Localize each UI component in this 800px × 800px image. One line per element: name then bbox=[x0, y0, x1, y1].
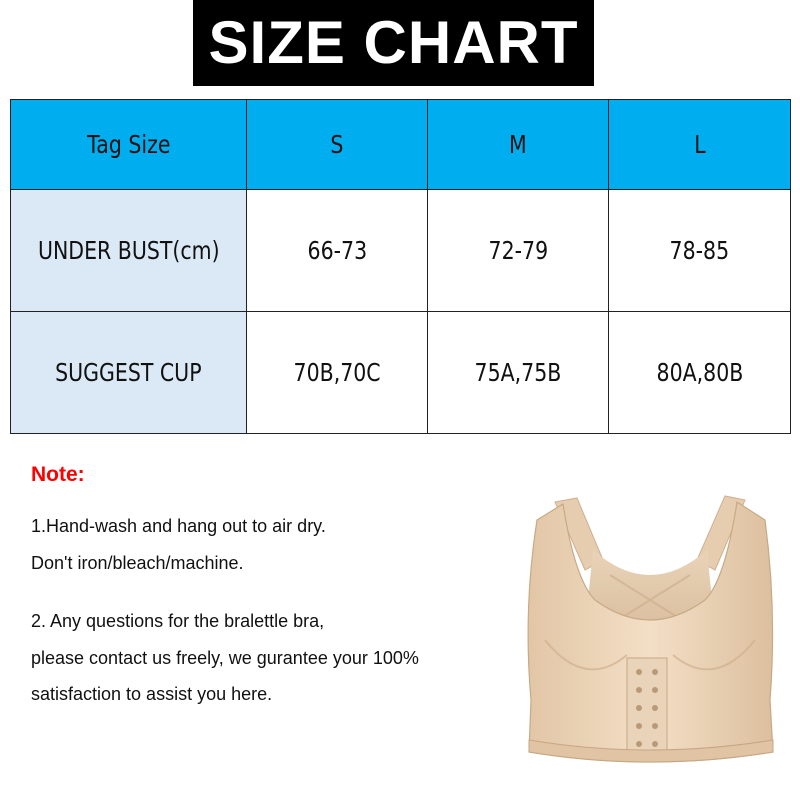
note-item-1-line-2: Don't iron/bleach/machine. bbox=[31, 553, 244, 573]
table-cell: 70B,70C bbox=[247, 312, 428, 434]
note-item-2-line-3: satisfaction to assist you here. bbox=[31, 684, 273, 704]
note-item-2-line-1: 2. Any questions for the bralettle bra, bbox=[31, 611, 325, 631]
table-header-row bbox=[11, 100, 791, 190]
note-item-2-line-2: please contact us freely, we gurantee your 100% bbox=[31, 648, 419, 668]
table-cell: 80A,80B bbox=[609, 312, 791, 434]
row-label-under-bust: UNDER BUST(cm) bbox=[11, 190, 247, 312]
page-title: SIZE CHART bbox=[208, 9, 579, 76]
title-banner bbox=[193, 0, 594, 86]
table-cell: 78-85 bbox=[609, 190, 791, 312]
size-chart-table bbox=[10, 99, 791, 434]
note-item-1-line-1: 1.Hand-wash and hang out to air dry. bbox=[31, 516, 326, 536]
header-cell-s: S bbox=[247, 100, 428, 190]
note-heading: Note: bbox=[31, 463, 85, 486]
header-cell-l: L bbox=[609, 100, 791, 190]
row-label-suggest-cup: SUGGEST CUP bbox=[11, 312, 247, 434]
table-cell: 66-73 bbox=[247, 190, 428, 312]
header-cell-m: M bbox=[428, 100, 609, 190]
bra-product-image bbox=[515, 490, 785, 775]
table-row-suggest-cup bbox=[11, 312, 791, 434]
header-cell-tag-size: Tag Size bbox=[11, 100, 247, 190]
table-row-under-bust bbox=[11, 190, 791, 312]
table-cell: 72-79 bbox=[428, 190, 609, 312]
table-cell: 75A,75B bbox=[428, 312, 609, 434]
